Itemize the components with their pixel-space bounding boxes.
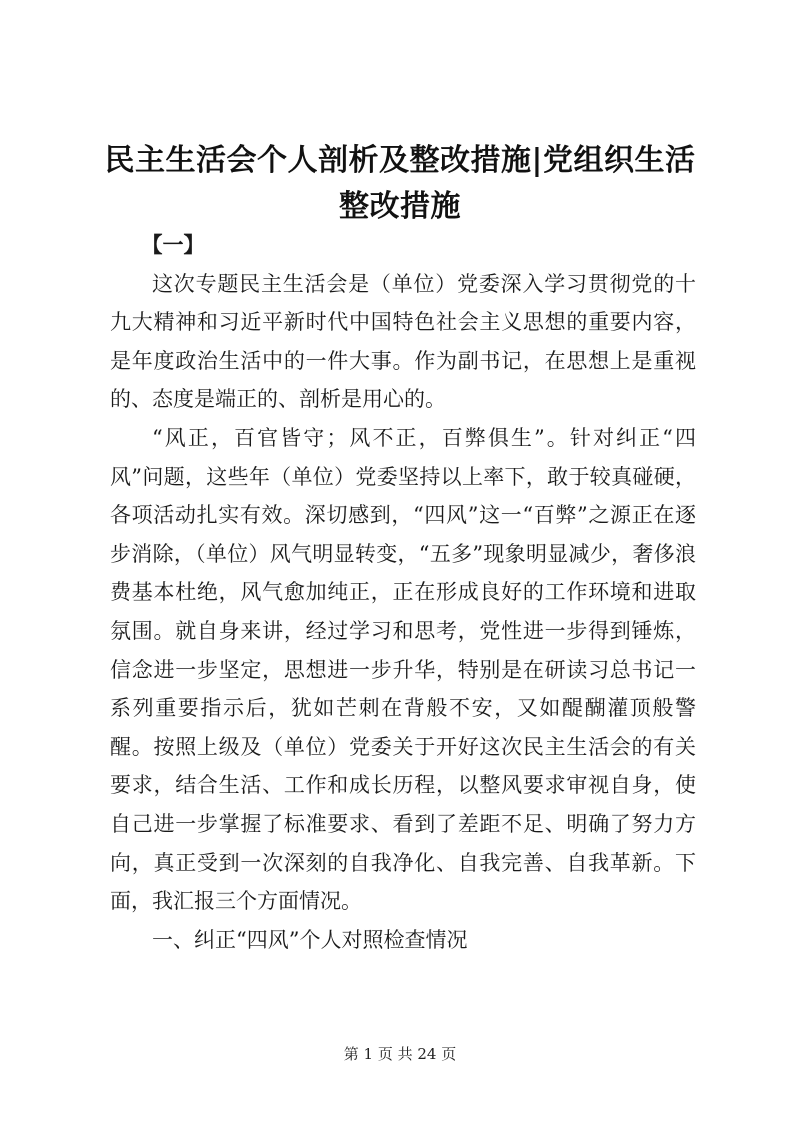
paragraph-1: 这次专题民主生活会是（单位）党委深入学习贯彻党的十九大精神和习近平新时代中国特色社会主义思想的重要内容，是年度政治生活中的一件大事。作为副书记，在思想上是重视的、态度是端正的、剖析是用心的。 — [110, 271, 696, 412]
paragraph-2: “风正，百官皆守；风不正，百弊俱生”。针对纠正“四风”问题，这些年（单位）党委坚持以上率下，敢于较真碰硬，各项活动扎实有效。深切感到，“四风”这一“百弊”之源正在逐步消除，（单位）风气明显转变，“五多”现象明显减少，奢侈浪费基本杜绝，风气愈加纯正，正在形成良好的工作环境和进取氛围。就自身来讲，经过学习和思考，党性进一步得到锤炼，信念进一步坚定，思想进一步升华，特别是在研读习总书记一系列重要指示后，犹如芒刺在背般不安，又如醍醐灌顶般警醒。按照上级及（单位）党委关于开好这次民主生活会的有关要求，结合生活、工作和成长历程，以整风要求审视自身，使自己进一步掌握了标准要求、看到了差距不足、明确了努力方向，真正受到一次深刻的自我净化、自我完善、自我革新。下面，我汇报三个方面情况。 — [110, 425, 696, 914]
document-body — [110, 226, 696, 959]
title-line-1: 民主生活会个人剖析及整改措施|党组织生活 — [104, 143, 696, 178]
section-heading-1: 一、纠正“四风”个人对照检查情况 — [152, 927, 468, 952]
section-marker: 【一】 — [141, 232, 205, 257]
page-footer: 第 1 页 共 24 页 — [343, 1045, 457, 1063]
document-title — [100, 138, 700, 230]
title-line-2: 整改措施 — [339, 189, 461, 224]
